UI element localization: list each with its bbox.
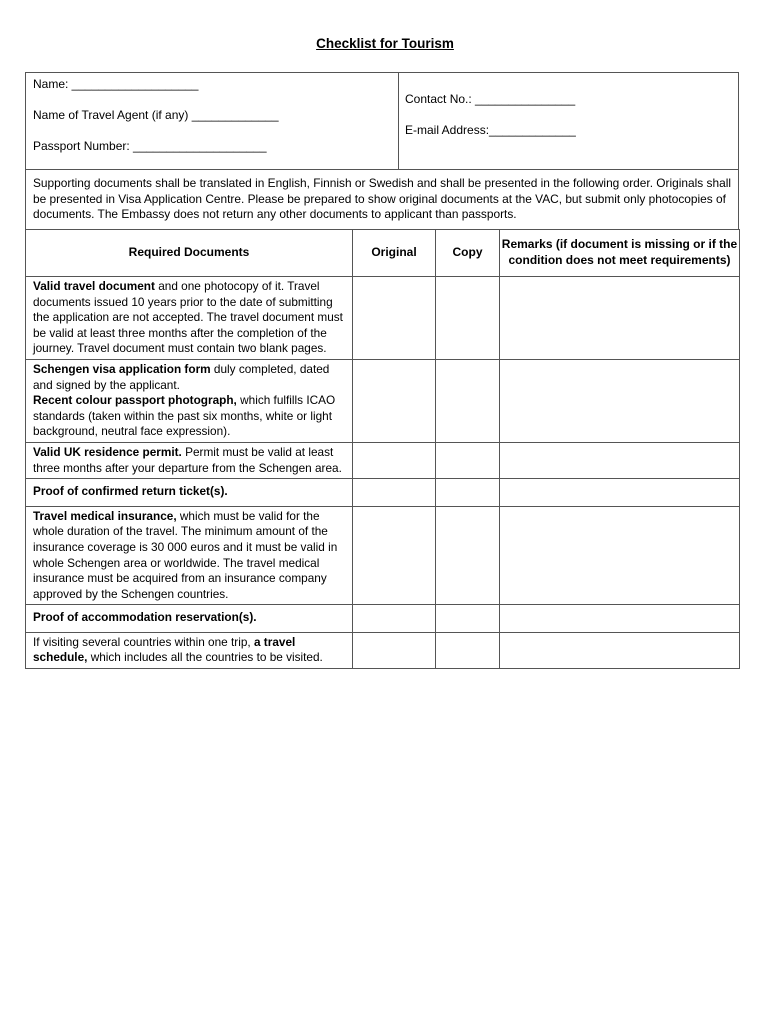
table-row <box>26 359 740 442</box>
page-title: Checklist for Tourism <box>316 36 454 51</box>
copy-checkbox-cell[interactable] <box>436 442 500 478</box>
copy-checkbox-cell[interactable] <box>436 632 500 668</box>
copy-checkbox-cell[interactable] <box>436 359 500 442</box>
passport-number-field[interactable]: Passport Number: ____________________ <box>33 139 267 153</box>
original-checkbox-cell[interactable] <box>353 359 436 442</box>
travel-document-item <box>26 277 353 360</box>
original-checkbox-cell[interactable] <box>353 442 436 478</box>
item-title: a travel schedule, <box>33 634 296 665</box>
info-divider <box>398 73 399 169</box>
table-row <box>26 605 740 633</box>
item-text: which includes all the countries to be visited. <box>87 650 323 665</box>
table-row <box>26 632 740 668</box>
document-checklist-table <box>25 229 740 669</box>
item-text: Permit must be valid at least three months after your departure from the Schengen area. <box>33 444 342 475</box>
insurance-item <box>26 506 353 605</box>
remarks-cell[interactable] <box>500 479 740 507</box>
item-title: Schengen visa application form <box>33 361 211 376</box>
original-checkbox-cell[interactable] <box>353 605 436 633</box>
remarks-cell[interactable] <box>500 605 740 633</box>
remarks-cell[interactable] <box>500 506 740 605</box>
copy-checkbox-cell[interactable] <box>436 605 500 633</box>
original-checkbox-cell[interactable] <box>353 506 436 605</box>
header-remarks: Remarks (if document is missing or if the condition does not meet requirements) <box>500 230 740 277</box>
item-text: If visiting several countries within one trip, <box>33 634 254 649</box>
remarks-cell[interactable] <box>500 632 740 668</box>
item-title: Travel medical insurance, <box>33 508 177 523</box>
table-row <box>26 442 740 478</box>
travel-agent-field[interactable]: Name of Travel Agent (if any) _____________ <box>33 108 279 122</box>
applicant-info-box <box>25 72 739 170</box>
travel-schedule-item <box>26 632 353 668</box>
table-row <box>26 479 740 507</box>
copy-checkbox-cell[interactable] <box>436 277 500 360</box>
copy-checkbox-cell[interactable] <box>436 479 500 507</box>
item-text: duly completed, dated and signed by the applicant. <box>33 361 330 392</box>
remarks-cell[interactable] <box>500 277 740 360</box>
accommodation-item <box>26 605 353 633</box>
notice-text: Supporting documents shall be translated in English, Finnish or Swedish and shall be presented in the following order. Originals shall be presented in Visa Application Centre. Please be prepared to show original documents at the VAC, but submit only photocopies of documents. The Embassy does not return any other documents to applicant than passports. <box>25 169 739 230</box>
item-text: and one photocopy of it. Travel documents issued 10 years prior to the date of submitting the application are not accepted. The travel document must be valid at least three months after the completion of the journey. Travel document must contain two blank pages. <box>33 279 343 356</box>
header-required-documents: Required Documents <box>26 230 353 277</box>
remarks-cell[interactable] <box>500 359 740 442</box>
table-row <box>26 277 740 360</box>
original-checkbox-cell[interactable] <box>353 277 436 360</box>
table-header-row <box>26 230 740 277</box>
remarks-cell[interactable] <box>500 442 740 478</box>
item-text: which must be valid for the whole duration of the travel. The minimum amount of the insurance coverage is 30 000 euros and it must be valid in whole Schengen area or worldwide. The travel medical insurance must be acquired from an insurance company approved by the Schengen countries. <box>33 508 338 601</box>
return-ticket-item <box>26 479 353 507</box>
table-row <box>26 506 740 605</box>
header-copy: Copy <box>436 230 500 277</box>
contact-number-field[interactable]: Contact No.: _______________ <box>405 92 576 106</box>
item-title: Recent colour passport photograph, <box>33 393 237 408</box>
item-title: Proof of confirmed return ticket(s). <box>33 484 228 499</box>
name-field[interactable]: Name: ___________________ <box>33 77 199 91</box>
original-checkbox-cell[interactable] <box>353 479 436 507</box>
item-title: Proof of accommodation reservation(s). <box>33 610 257 625</box>
uk-permit-item <box>26 442 353 478</box>
copy-checkbox-cell[interactable] <box>436 506 500 605</box>
item-title: Valid travel document <box>33 279 155 293</box>
email-field[interactable]: E-mail Address:_____________ <box>405 123 576 137</box>
item-title: Valid UK residence permit. <box>33 444 182 459</box>
header-original: Original <box>353 230 436 277</box>
item-text: which fulfills ICAO standards (taken within the past six months, white or light background, neutral face expression). <box>33 393 336 439</box>
original-checkbox-cell[interactable] <box>353 632 436 668</box>
visa-form-item <box>26 359 353 442</box>
